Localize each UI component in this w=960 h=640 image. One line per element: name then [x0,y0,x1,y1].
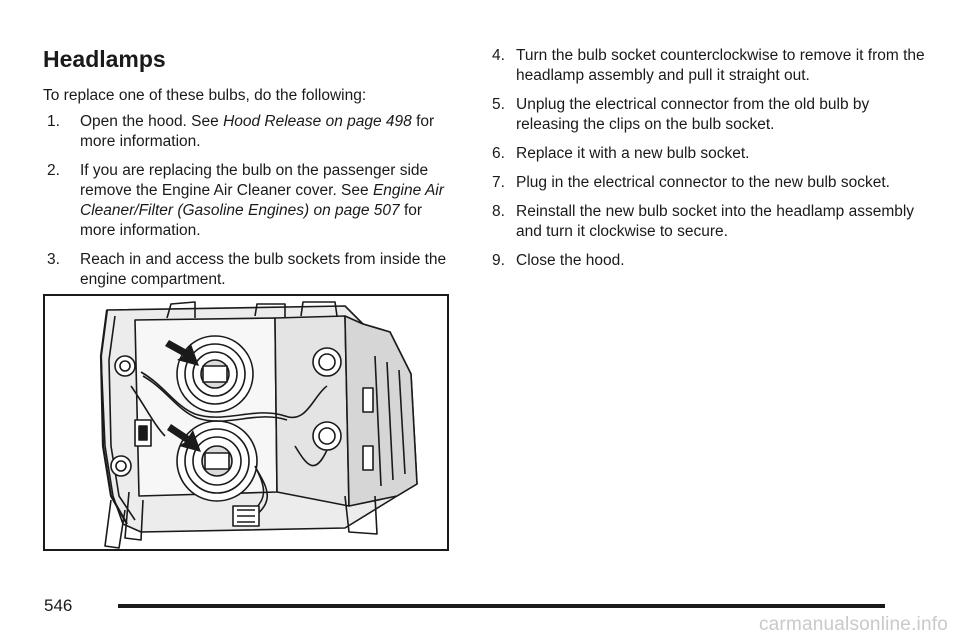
step-number: 3. [47,251,60,268]
step-number: 6. [492,145,505,162]
step-number: 7. [492,174,505,191]
footer-rule [118,604,885,608]
step-text: for more information. [80,113,435,150]
step-text: Turn the bulb socket counterclockwise to remove it from the headlamp assembly and pull it straight out. [516,47,925,84]
step-item [492,144,932,164]
step-number: 1. [47,113,60,130]
step-number: 9. [492,252,505,269]
step-number: 8. [492,203,505,220]
step-text: Plug in the electrical connector to the new bulb socket. [516,174,890,191]
right-column [492,46,932,280]
section-heading: Headlamps [43,46,166,72]
step-item [492,173,932,193]
step-item [47,161,453,241]
step-item [492,202,932,242]
steps-list-right [492,46,932,271]
step-item [47,112,453,152]
step-number: 2. [47,162,60,179]
step-number: 5. [492,96,505,113]
headlamp-illustration [43,294,449,551]
page-reference-link[interactable]: Hood Release on page 498 [223,113,412,130]
step-text: If you are replacing the bulb on the passenger side remove the Engine Air Cleaner cover. See [80,162,429,199]
headlamp-assembly-drawing [45,296,447,549]
step-number: 4. [492,47,505,64]
intro-text: To replace one of these bulbs, do the following: [43,87,367,104]
step-text: Replace it with a new bulb socket. [516,145,750,162]
step-item [492,251,932,271]
step-text: Open the hood. See [80,113,224,130]
step-text: Reach in and access the bulb sockets from inside the engine compartment. [80,251,447,288]
page-number: 546 [44,596,73,615]
step-item [492,46,932,86]
step-text: for more information. [80,202,423,239]
step-text: Close the hood. [516,252,625,269]
page-reference-link[interactable]: Engine Air Cleaner/Filter (Gasoline Engines) on page 507 [80,182,444,219]
step-text: Unplug the electrical connector from the old bulb by releasing the clips on the bulb socket. [516,96,870,133]
steps-list-left [43,112,453,290]
watermark: carmanualsonline.info [758,614,948,635]
step-item [492,95,932,135]
step-item [47,250,453,290]
left-column [43,44,453,299]
step-text: Reinstall the new bulb socket into the headlamp assembly and turn it clockwise to secure. [516,203,915,240]
